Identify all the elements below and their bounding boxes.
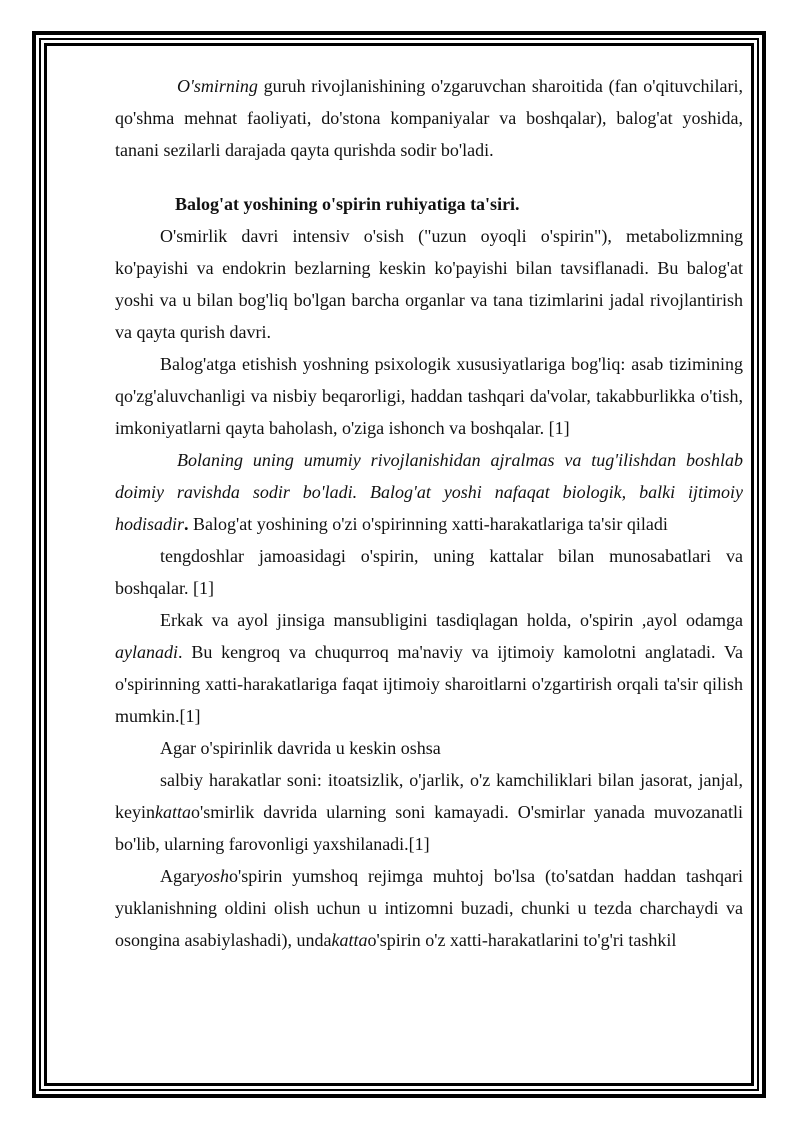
paragraph-9: Agaryosho'spirin yumshoq rejimga muhtoj bo'lsa (to'satdan haddan tashqari yuklanishning oldini olish uchun u intizomni buzadi, chunki u tezda charchaydi va osongina asabiylashadi), undakattao'spirin o'z xatti-harakatlarini to'g'ri tashkil [115, 866, 743, 950]
paragraph-3: Balog'atga etishish yoshning psixologik xususiyatlariga bog'liq: asab tizimining qo'zg'aluvchanligi va nisbiy beqarorligi, haddan tashqari da'volar, takabburlikka o'tish, imkoniyatlarni qayta baholash, o'ziga ishonch va boshqalar. [1] [115, 354, 743, 438]
paragraph-2: O'smirlik davri intensiv o'sish ("uzun oyoqli o'spirin"), metabolizmning ko'payishi va endokrin bezlarning keskin ko'payishi bilan tavsiflanadi. Bu balog'at yoshi va u bilan bog'liq bo'lgan barcha organlar va tana tizimlarini jadal rivojlantirish va qayta qurish davri. [115, 226, 743, 342]
paragraph-4: Bolaning uning umumiy rivojlanishidan ajralmas va tug'ilishdan boshlab doimiy ravishda sodir bo'ladi. Balog'at yoshi nafaqat biologik, balki ijtimoiy hodisadir. Balog'at yoshining o'zi o'spirinning xatti-harakatlariga ta'sir qiladi [115, 450, 743, 534]
document-body [115, 70, 743, 956]
paragraph-6: Erkak va ayol jinsiga mansubligini tasdiqlagan holda, o'spirin ,ayol odamga aylanadi. Bu kengroq va chuqurroq ma'naviy va ijtimoiy kamolotni anglatadi. Va o'spirinning xatti-harakatlariga faqat ijtimoiy sharoitlarni o'zgartirish orqali ta'sir qilish mumkin.[1] [115, 610, 743, 726]
paragraph-7: Agar o'spirinlik davrida u keskin oshsa [160, 738, 441, 758]
paragraph-8: salbiy harakatlar soni: itoatsizlik, o'jarlik, o'z kamchiliklari bilan jasorat, janjal, keyinkattao'smirlik davrida ularning soni kamayadi. O'smirlar yanada muvozanatli bo'lib, ularning farovonligi yaxshilanadi.[1] [115, 770, 743, 854]
section-heading: Balog'at yoshining o'spirin ruhiyatiga ta'siri. [175, 194, 520, 214]
paragraph-5: tengdoshlar jamoasidagi o'spirin, uning kattalar bilan munosabatlari va boshqalar. [1] [115, 546, 743, 598]
paragraph-1: O'smirning guruh rivojlanishining o'zgaruvchan sharoitida (fan o'qituvchilari, qo'shma mehnat faoliyati, do'stona kompaniyalar va boshqalar), balog'at yoshida, tanani sezilarli darajada qayta qurishda sodir bo'ladi. [115, 76, 743, 160]
